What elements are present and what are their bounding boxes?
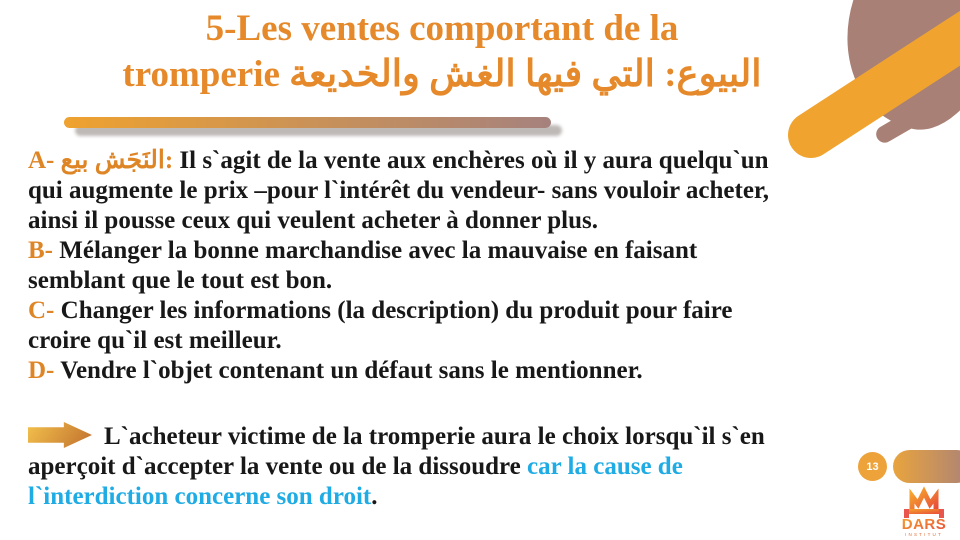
conclusion-paragraph — [28, 422, 943, 512]
slide-body — [28, 146, 943, 512]
point-c-label: C- — [28, 297, 61, 324]
slide-title — [0, 6, 884, 98]
title-underline-bar — [64, 117, 551, 128]
point-d-label: D- — [28, 357, 61, 384]
point-a-text-line3: ainsi il pousse ceux qui veulent acheter à donner plus. — [28, 207, 598, 234]
footer-pill-shape — [893, 450, 960, 483]
page-number-badge — [858, 452, 887, 481]
point-b-text-line2: semblant que le tout est bon. — [28, 267, 333, 294]
slide-title-line2 — [0, 52, 884, 98]
point-b — [28, 236, 943, 296]
point-a-text-line2: qui augmente le prix –pour l`intérêt du vendeur- sans vouloir acheter, — [28, 177, 769, 204]
page-number: 13 — [866, 460, 879, 473]
point-c-text-line1: Changer les informations (la description) du produit pour faire — [60, 297, 733, 324]
point-a — [28, 146, 943, 236]
conclusion-line2-blue: car la cause de — [527, 453, 683, 480]
conclusion-line3-end: . — [371, 483, 378, 510]
conclusion-line2 — [28, 452, 943, 482]
point-c — [28, 296, 943, 356]
point-a-text-line1: Il s`agit de la vente aux enchères où il y aura quelqu`un — [179, 147, 769, 174]
point-b-text-line1: Mélanger la bonne marchandise avec la mauvaise en faisant — [59, 237, 698, 264]
point-a-arabic-term: بيع‎ النَجَش: — [60, 147, 180, 174]
dars-logo-text: DARS — [901, 516, 947, 533]
point-a-label: A- — [28, 147, 61, 174]
slide-title-line1: 5-Les ventes comportant de la — [205, 8, 679, 49]
point-d — [28, 356, 943, 386]
conclusion-line2-black: aperçoit d`accepter la vente ou de la dissoudre — [28, 453, 528, 480]
dars-logo-subtitle: INSTITUT — [905, 532, 943, 537]
slide-title-line2-latin: tromperie — [122, 54, 290, 95]
right-arrow-icon — [28, 422, 92, 448]
conclusion-line3-blue: l`interdiction concerne son droit — [28, 483, 372, 510]
point-c-text-line2: croire qu`il est meilleur. — [28, 327, 282, 354]
conclusion-line3 — [28, 482, 943, 512]
point-b-label: B- — [28, 237, 60, 264]
point-d-text-line1: Vendre l`objet contenant un défaut sans le mentionner. — [60, 357, 643, 384]
dars-logo-icon — [904, 492, 944, 518]
dars-logo — [890, 484, 958, 540]
conclusion-line1: L`acheteur victime de la tromperie aura le choix lorsqu`il s`en — [104, 423, 765, 450]
slide-title-line2-arabic: البيوع: التي فيها الغش والخديعة — [289, 54, 762, 95]
